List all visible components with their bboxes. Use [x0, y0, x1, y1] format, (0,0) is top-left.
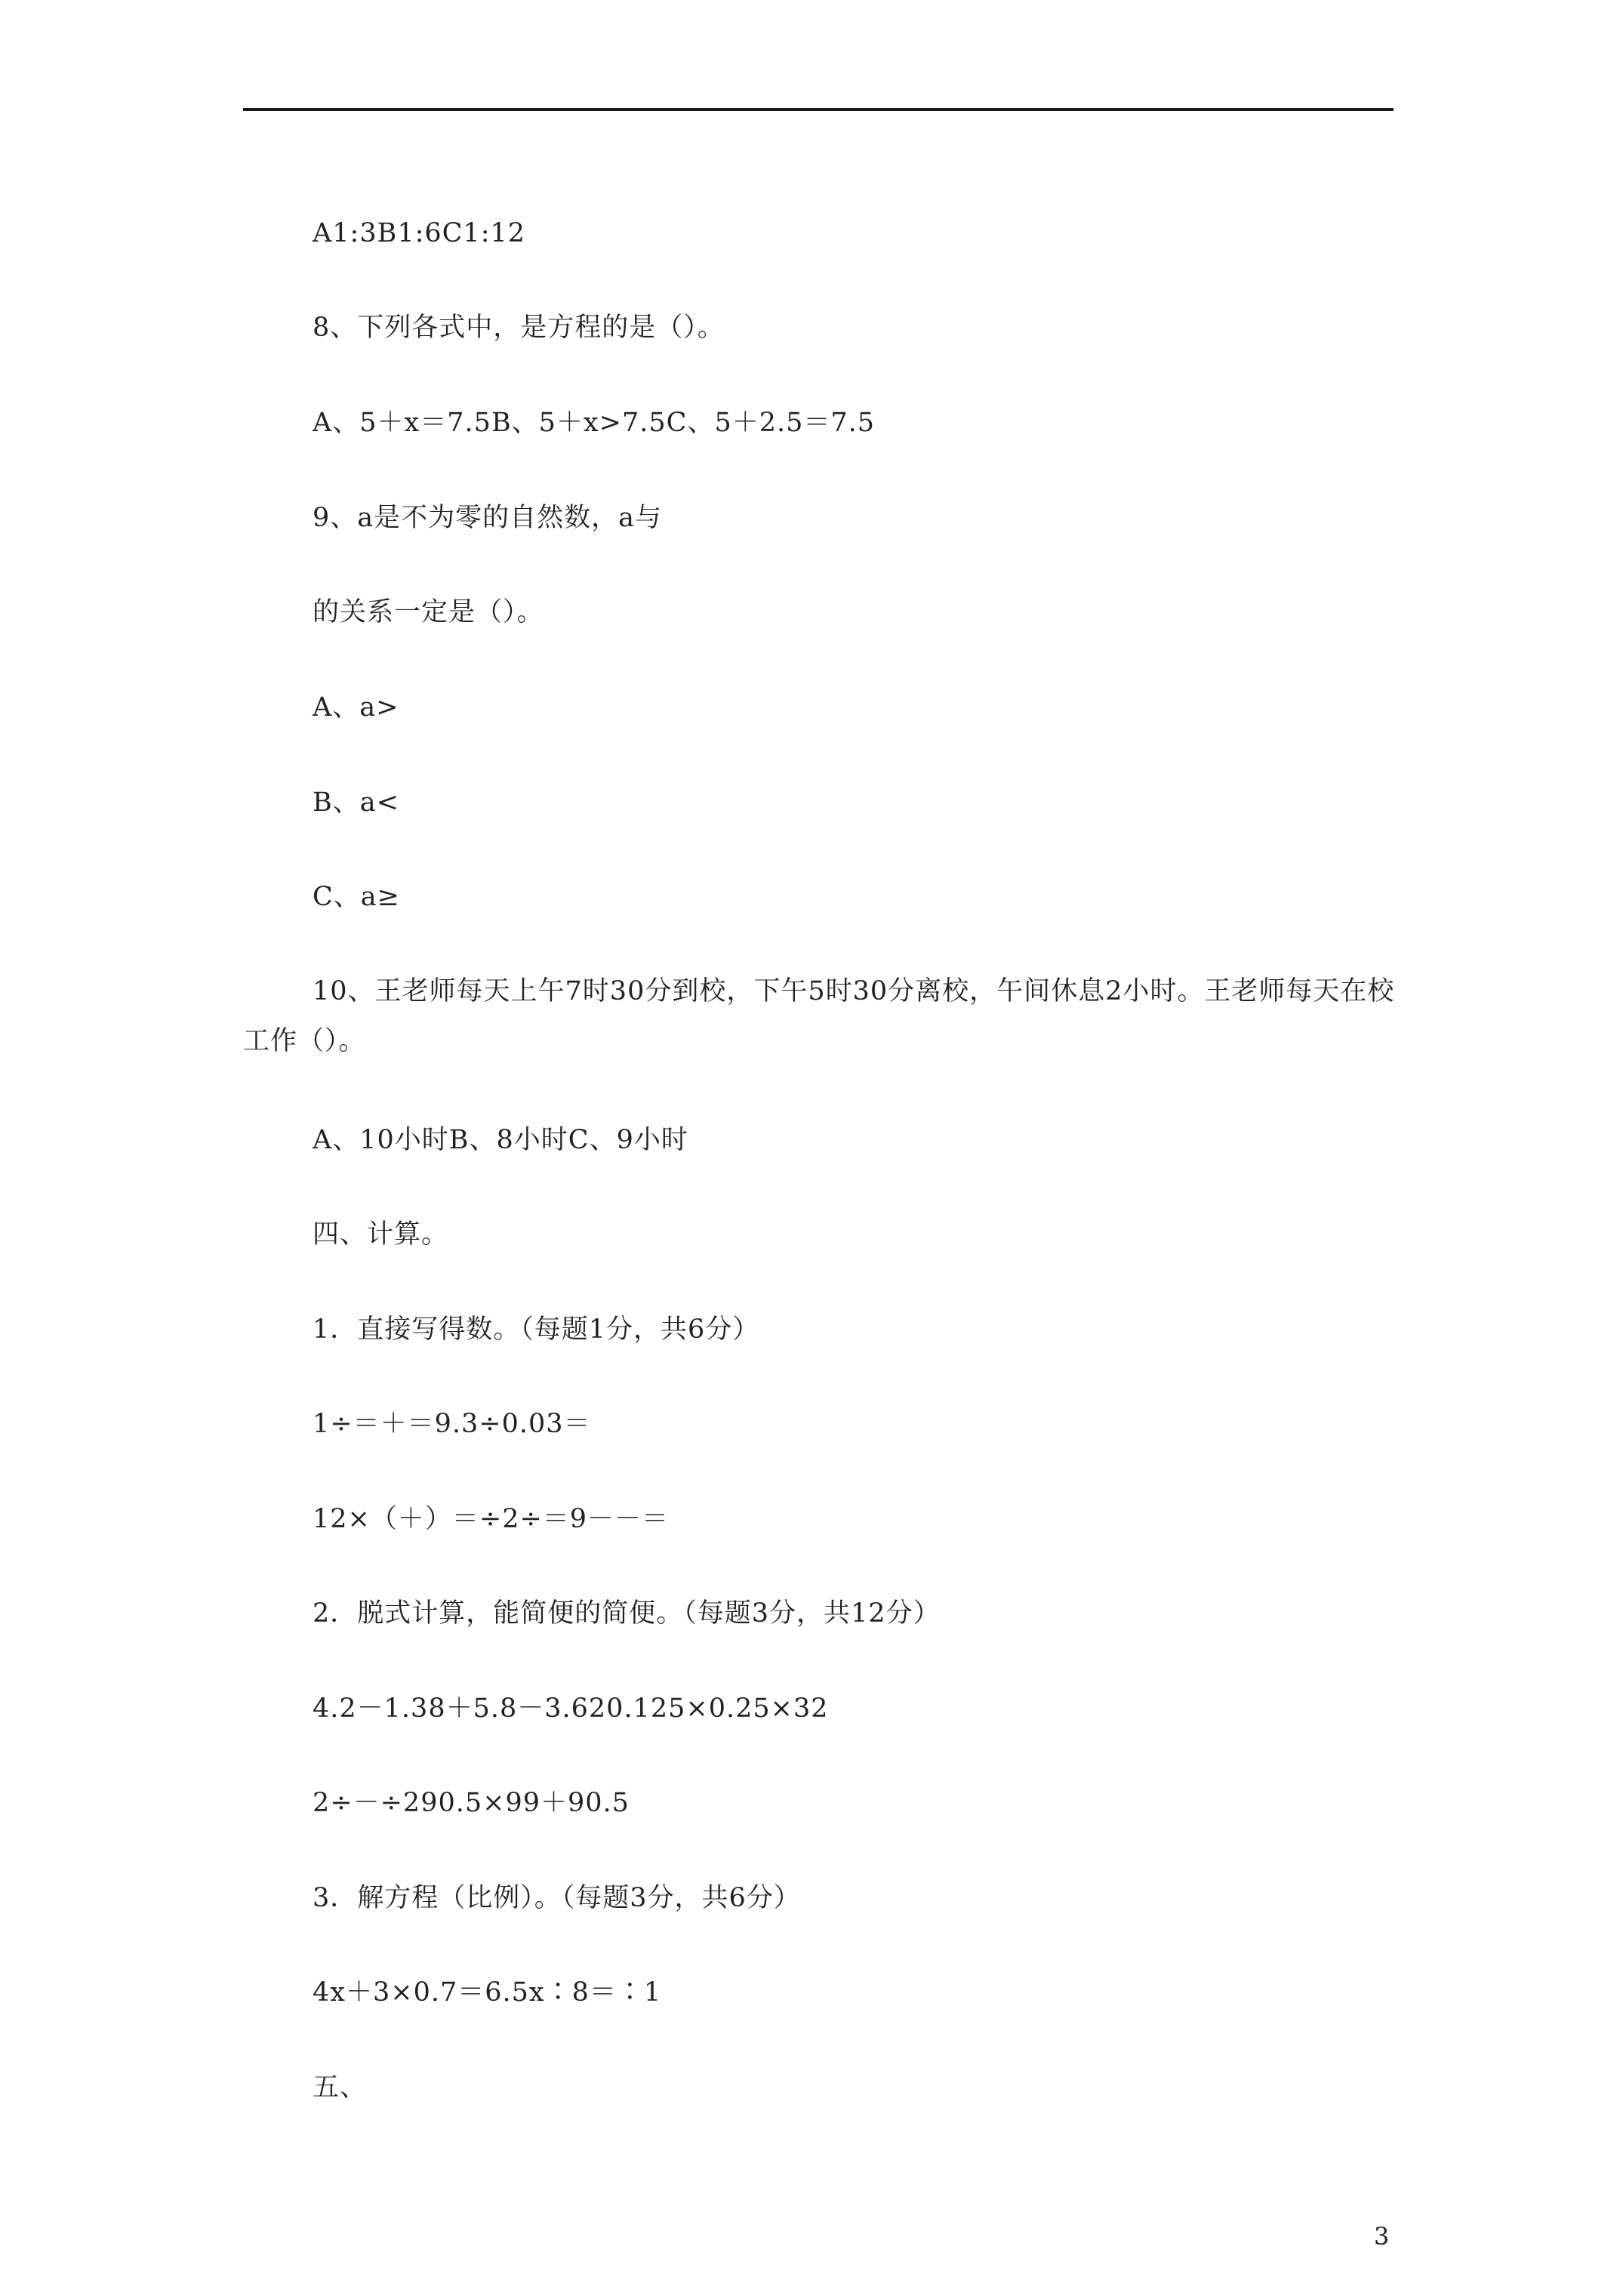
calc-2-heading: 2．脱式计算，能简便的简便。（每题3分，共12分）: [313, 1598, 941, 1629]
calc-2-row-2: 2÷－÷290.5×99＋90.5: [313, 1788, 630, 1818]
q7-options: A1:3B1:6C1:12: [313, 218, 526, 248]
calc-1-row-1: 1÷＝＋＝9.3÷0.03＝: [313, 1409, 591, 1439]
header-rule: [243, 108, 1394, 111]
calc-1-heading: 1．直接写得数。（每题1分，共6分）: [313, 1314, 760, 1345]
q9-option-b: B、a<: [313, 787, 399, 818]
section-4-heading: 四、计算。: [313, 1219, 449, 1250]
section-5-heading: 五、: [313, 2073, 368, 2103]
calc-1-row-2: 12×（＋）＝÷2÷＝9－－＝: [313, 1504, 670, 1534]
page-number: 3: [1374, 2222, 1390, 2251]
q8-options: A、5＋x＝7.5B、5＋x>7.5C、5＋2.5＝7.5: [313, 408, 876, 438]
q10-question: 10、王老师每天上午7时30分到校，下午5时30分离校，午间休息2小时。王老师每天在校工作（）。: [243, 976, 1395, 1056]
calc-3-heading: 3．解方程（比例）。（每题3分，共6分）: [313, 1883, 801, 1913]
q10-options: A、10小时B、8小时C、9小时: [313, 1125, 688, 1155]
calc-3-row-1: 4x＋3×0.7＝6.5x∶8＝∶1: [313, 1977, 662, 2008]
q9-option-a: A、a>: [313, 692, 399, 723]
q8-question: 8、下列各式中，是方程的是（）。: [313, 313, 725, 343]
q9-question-part2: 的关系一定是（）。: [313, 597, 544, 627]
calc-2-row-1: 4.2－1.38＋5.8－3.620.125×0.25×32: [313, 1693, 829, 1724]
q9-question-part1: 9、a是不为零的自然数，a与: [313, 503, 663, 533]
q9-option-c: C、a≥: [313, 882, 400, 912]
